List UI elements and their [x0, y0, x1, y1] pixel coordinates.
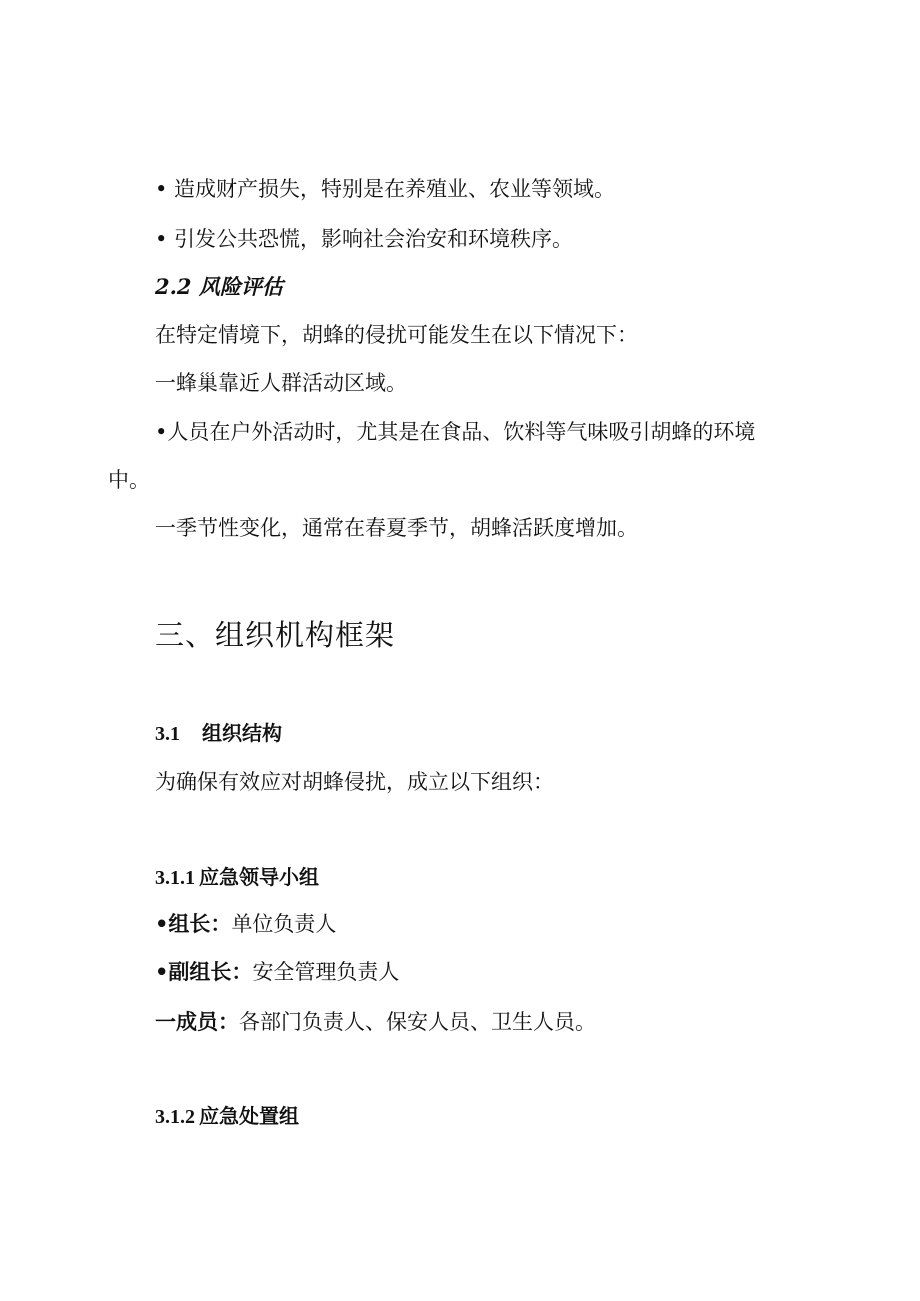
member-leader-value: 单位负责人 [231, 912, 337, 936]
heading-2-2-title: 风险评估 [198, 274, 283, 299]
member-staff-label: 一成员： [155, 1010, 239, 1034]
risk-item-nest: 一蜂巢靠近人群活动区域。 [155, 371, 407, 395]
heading-3-1-number: 3.1 [155, 723, 180, 745]
risk-item-outdoor: •人员在户外活动时，尤其是在食品、饮料等气味吸引胡蜂的环境 [155, 420, 756, 444]
member-leader-label: •组长： [155, 912, 232, 936]
risk-item-season: 一季节性变化，通常在春夏季节，胡蜂活跃度增加。 [155, 516, 638, 540]
heading-2-2 [155, 274, 283, 300]
org-intro: 为确保有效应对胡蜂侵扰，成立以下组织： [155, 770, 554, 794]
heading-3-1-2-title: 应急处置组 [199, 1104, 299, 1128]
heading-3-1-1 [155, 864, 319, 891]
member-leader [155, 911, 336, 937]
member-staff-value: 各部门负责人、保安人员、卫生人员。 [239, 1010, 596, 1034]
heading-3-1-title: 组织结构 [202, 721, 282, 745]
member-deputy-value: 安全管理负责人 [252, 960, 400, 984]
heading-3-1-2 [155, 1103, 299, 1130]
member-deputy [155, 959, 399, 985]
heading-3-1-1-number: 3.1.1 [155, 867, 195, 889]
member-deputy-label: •副组长： [155, 960, 253, 984]
risk-intro: 在特定情境下，胡蜂的侵扰可能发生在以下情况下： [155, 323, 638, 347]
risk-item-outdoor-cont: 中。 [108, 468, 150, 492]
bullet-property-loss: • 造成财产损失，特别是在养殖业、农业等领域。 [155, 177, 616, 201]
heading-3-1-1-title: 应急领导小组 [199, 865, 319, 889]
section-3-title: 三、组织机构框架 [155, 618, 396, 652]
member-staff [155, 1009, 596, 1035]
bullet-public-panic: • 引发公共恐慌，影响社会治安和环境秩序。 [155, 227, 574, 251]
heading-2-2-number: 2.2 [155, 274, 192, 299]
heading-3-1-2-number: 3.1.2 [155, 1106, 195, 1128]
heading-3-1 [155, 720, 282, 747]
